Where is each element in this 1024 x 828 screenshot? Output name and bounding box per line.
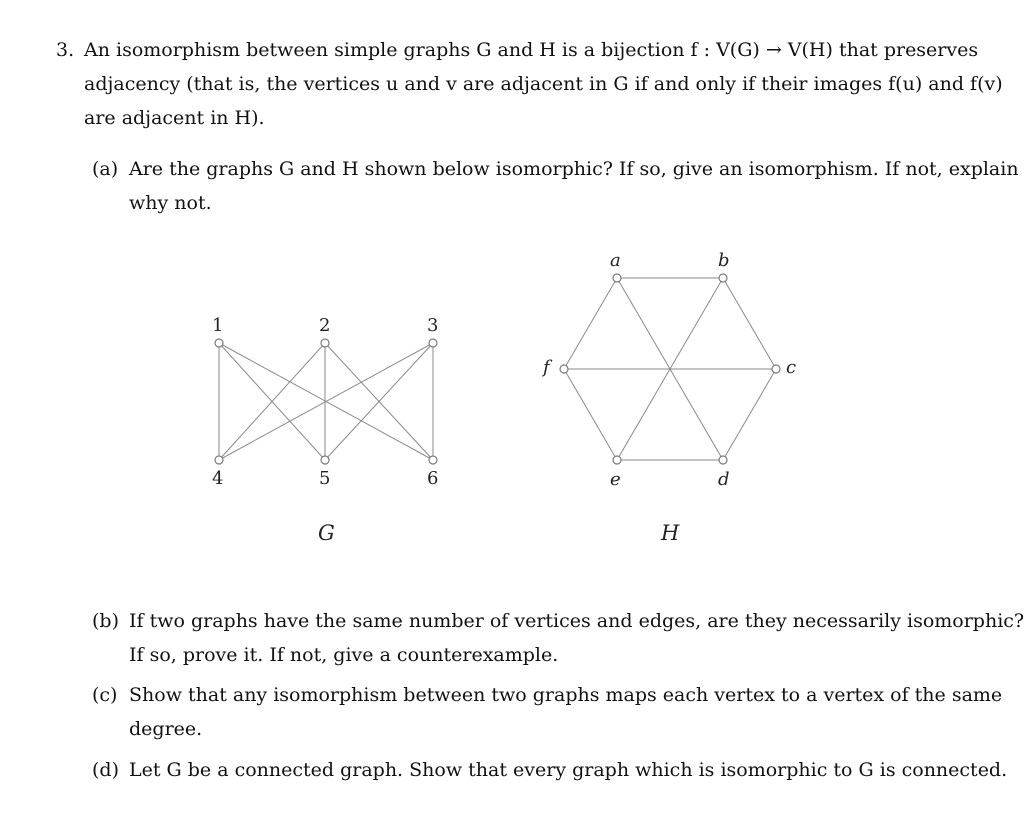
vertex-G-3	[429, 339, 437, 347]
intro-line-1: An isomorphism between simple graphs G and H is a bijection f : V(G) → V(H) that preserves	[84, 39, 979, 61]
vertex-label-G-3: 3	[427, 315, 439, 336]
graph-G	[212, 315, 438, 545]
part-b-label: (b)	[92, 610, 119, 632]
part-c-line-1: Show that any isomorphism between two graphs maps each vertex to a vertex of the same	[129, 684, 1003, 706]
part-c-line-2: degree.	[129, 718, 203, 740]
vertex-label-H-a: a	[610, 250, 621, 271]
edge-H-c-d	[723, 369, 776, 460]
vertex-label-H-d: d	[718, 469, 730, 490]
vertex-G-2	[321, 339, 329, 347]
intro-line-3: are adjacent in H).	[84, 107, 265, 129]
vertex-H-b	[719, 274, 727, 282]
part-a-label: (a)	[92, 158, 119, 180]
part-a-line-2: why not.	[129, 192, 212, 214]
vertex-label-H-f: f	[543, 357, 550, 378]
vertex-H-e	[613, 456, 621, 464]
part-d-line-1: Let G be a connected graph. Show that every graph which is isomorphic to G is connected.	[129, 759, 1008, 781]
part-a-line-1: Are the graphs G and H shown below isomorphic? If so, give an isomorphism. If not, explain	[129, 158, 1019, 180]
part-d-label: (d)	[92, 759, 119, 781]
vertex-G-5	[321, 456, 329, 464]
edge-H-f-a	[564, 278, 617, 369]
vertex-label-H-b: b	[718, 250, 730, 271]
vertex-label-H-c: c	[786, 357, 797, 378]
vertex-label-G-5: 5	[319, 468, 331, 489]
vertex-label-H-e: e	[610, 469, 621, 490]
vertex-H-d	[719, 456, 727, 464]
part-b-line-2: If so, prove it. If not, give a counterexample.	[129, 644, 559, 666]
vertex-H-f	[560, 365, 568, 373]
part-c-label: (c)	[92, 684, 118, 706]
vertex-label-G-6: 6	[427, 468, 439, 489]
vertex-label-G-1: 1	[212, 315, 224, 336]
edge-H-e-f	[564, 369, 617, 460]
edge-H-b-c	[723, 278, 776, 369]
vertex-label-G-4: 4	[212, 468, 224, 489]
problem-number: 3.	[56, 39, 75, 61]
vertex-G-6	[429, 456, 437, 464]
part-b-line-1: If two graphs have the same number of vertices and edges, are they necessarily isomorphic?	[129, 610, 1024, 632]
intro-line-2: adjacency (that is, the vertices u and v are adjacent in G if and only if their images f(u) and f(v)	[84, 73, 1003, 95]
vertex-H-c	[772, 365, 780, 373]
vertex-G-4	[215, 456, 223, 464]
graph-label-G: G	[318, 521, 335, 545]
vertex-label-G-2: 2	[319, 315, 331, 336]
vertex-G-1	[215, 339, 223, 347]
vertex-H-a	[613, 274, 621, 282]
graph-H	[541, 250, 796, 545]
graph-label-H: H	[661, 521, 680, 545]
